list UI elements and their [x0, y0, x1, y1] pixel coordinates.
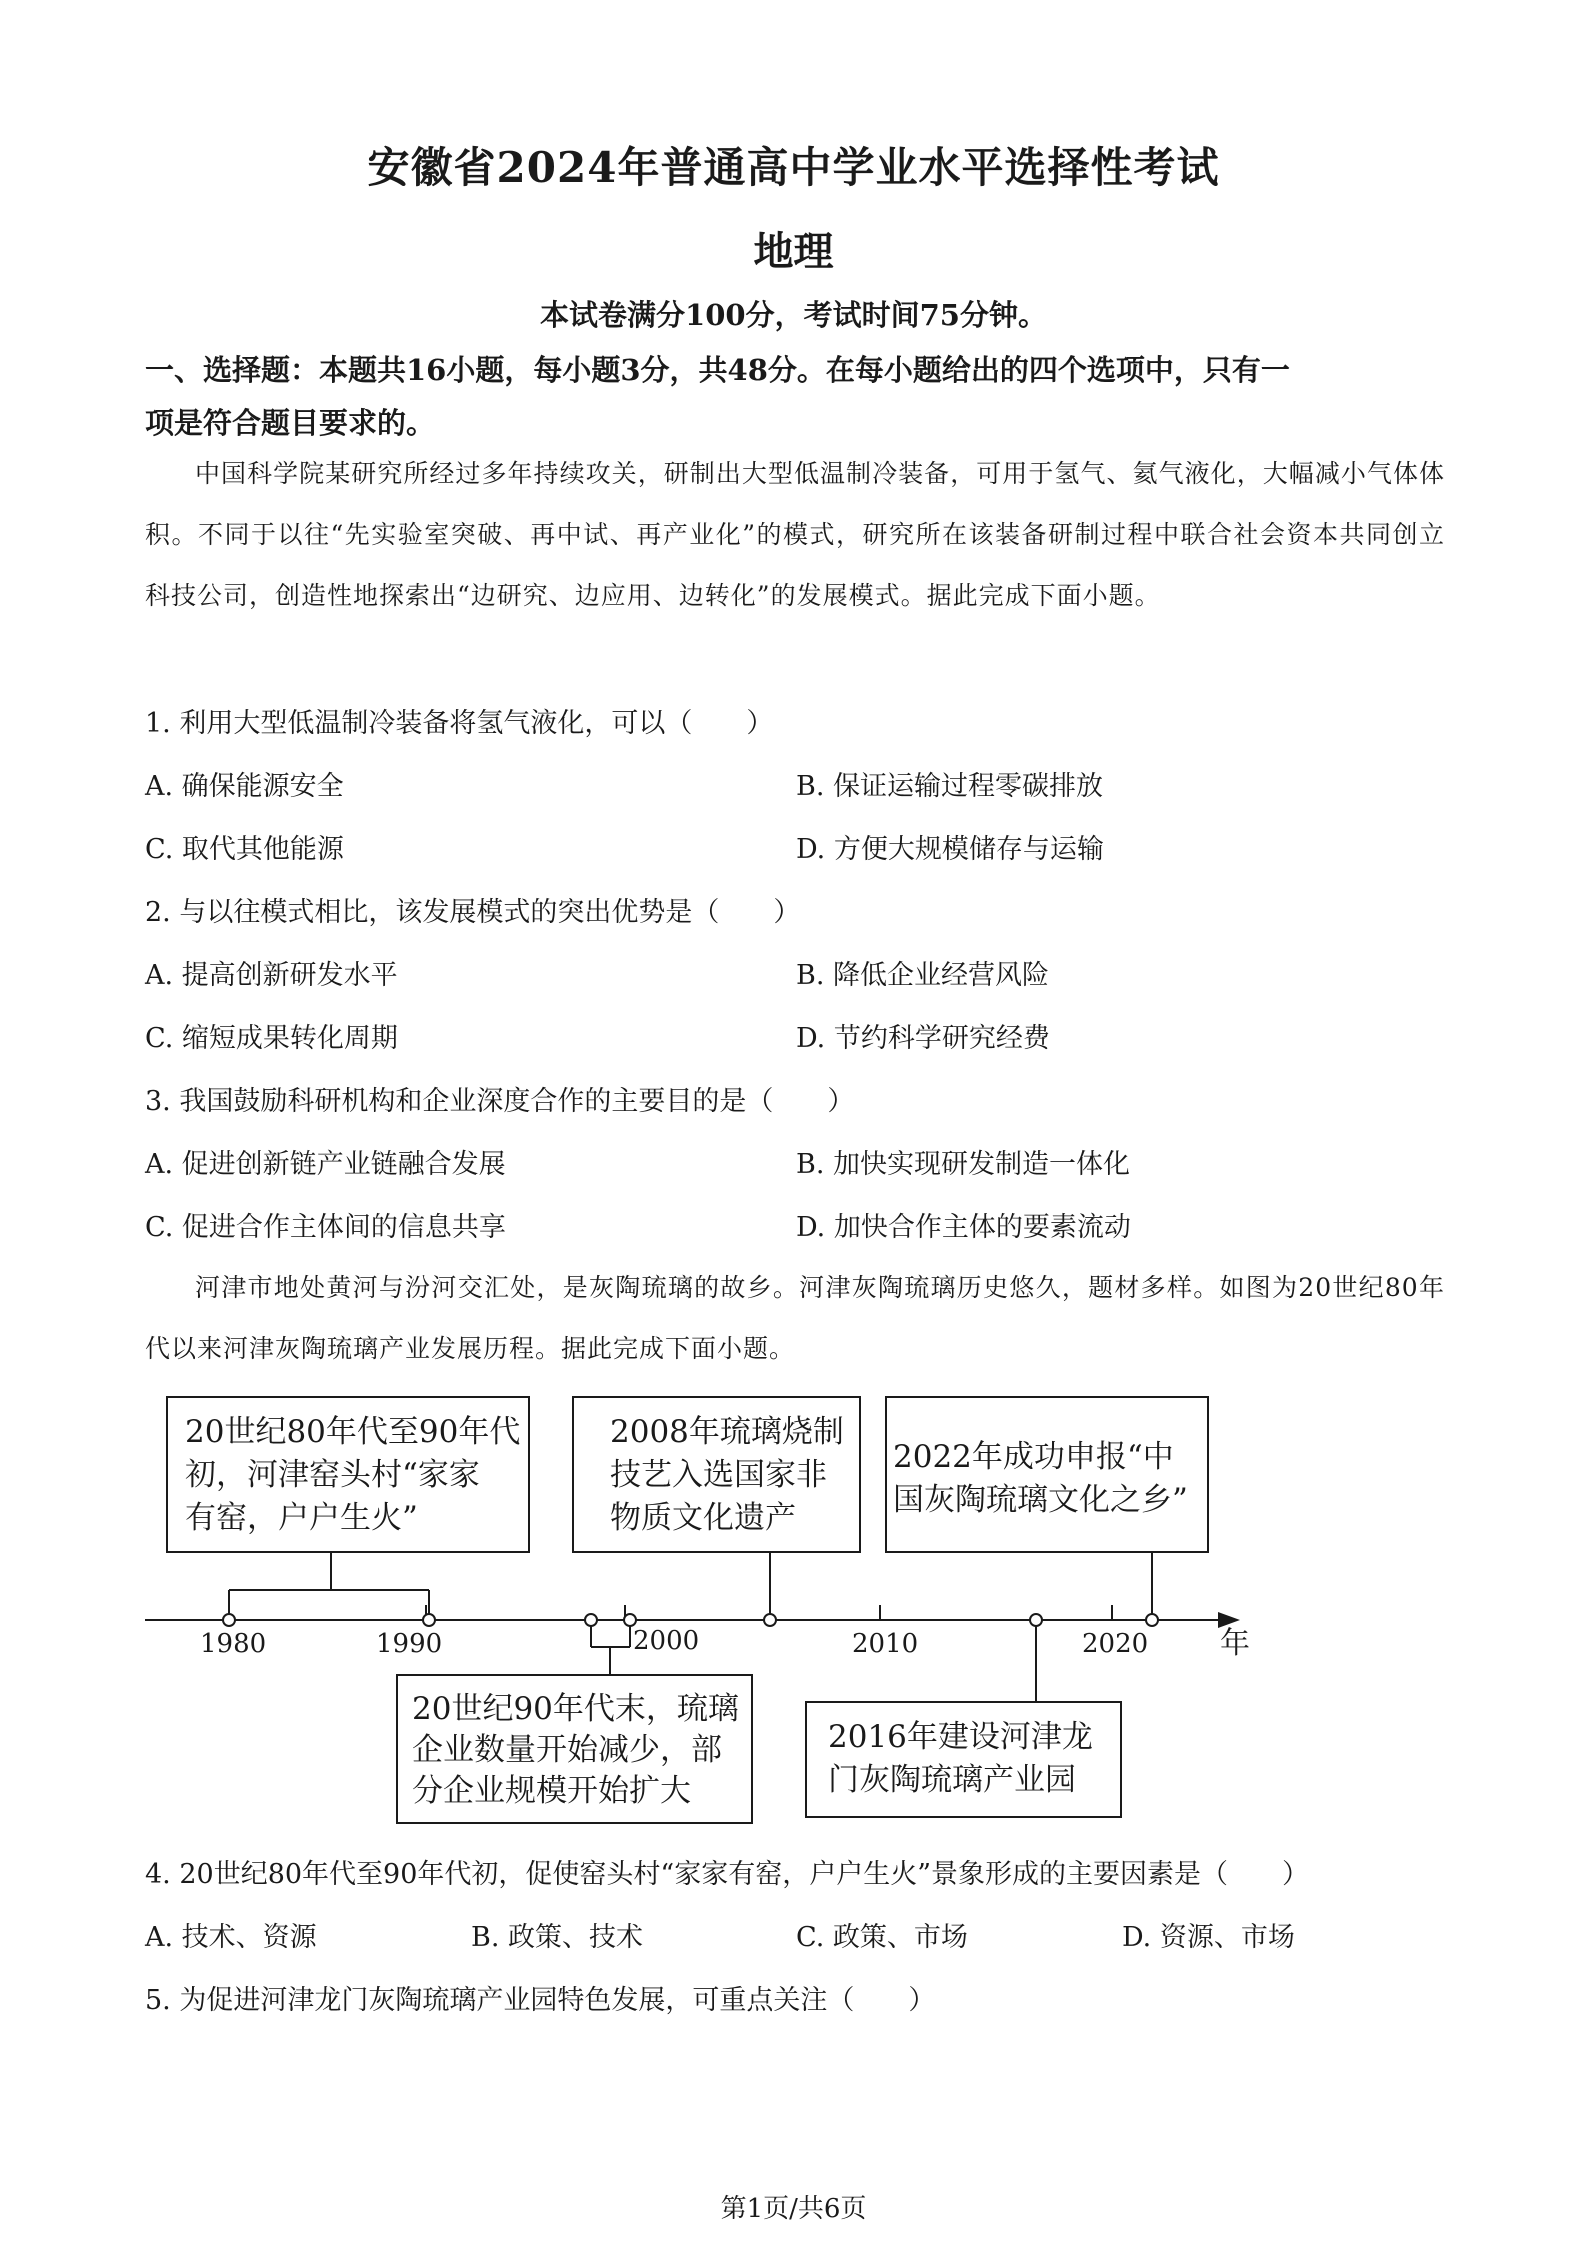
question-1-option-a[interactable]: A. 确保能源安全 — [145, 771, 344, 802]
question-2-stem: 2. 与以往模式相比，该发展模式的突出优势是（ ） — [145, 897, 801, 928]
event-2008-line1: 2008年琉璃烧制 — [610, 1414, 844, 1450]
question-2-option-a[interactable]: A. 提高创新研发水平 — [145, 960, 398, 991]
marker-1999 — [624, 1614, 636, 1626]
event-1980s-line1: 20世纪80年代至90年代 — [185, 1414, 521, 1450]
marker-1997 — [585, 1614, 597, 1626]
material-passage-1: 中国科学院某研究所经过多年持续攻关，研制出大型低温制冷装备，可用于氢气、氦气液化，大幅减小气体体积。不同于以往“先实验室突破、再中试、再产业化”的模式，研究所在该装备研制过程中联合社会资本共同创立科技公司，创造性地探索出“边研究、边应用、边转化”的发展模式。据此完成下面小题。 — [145, 459, 1445, 610]
tick-label-2020: 2020 — [1082, 1629, 1149, 1659]
question-1-option-d[interactable]: D. 方便大规模储存与运输 — [796, 834, 1104, 865]
page-footer: 第1页/共6页 — [720, 2194, 867, 2224]
question-1-stem: 1. 利用大型低温制冷装备将氢气液化，可以（ ） — [145, 708, 774, 739]
question-4-stem: 4. 20世纪80年代至90年代初，促使窑头村“家家有窑，户户生火”景象形成的主要因素是（ ） — [145, 1859, 1310, 1890]
question-4-option-c[interactable]: C. 政策、市场 — [796, 1922, 968, 1953]
event-late-1990s-line2: 企业数量开始减少，部 — [412, 1732, 722, 1768]
question-2-option-b[interactable]: B. 降低企业经营风险 — [796, 960, 1050, 991]
tick-label-1980: 1980 — [200, 1629, 267, 1659]
event-2016-line1: 2016年建设河津龙 — [828, 1719, 1093, 1755]
question-3-option-b[interactable]: B. 加快实现研发制造一体化 — [796, 1149, 1131, 1180]
section-heading-line1: 一、选择题：本题共16小题，每小题3分，共48分。在每小题给出的四个选项中，只有一 — [145, 353, 1290, 387]
event-late-1990s-line3: 分企业规模开始扩大 — [412, 1773, 691, 1809]
tick-label-2000: 2000 — [633, 1626, 700, 1656]
event-2022-line1: 2022年成功申报“中 — [893, 1439, 1174, 1475]
event-2016-line2: 门灰陶琉璃产业园 — [828, 1762, 1076, 1798]
question-5-stem: 5. 为促进河津龙门灰陶琉璃产业园特色发展，可重点关注（ ） — [145, 1985, 936, 2016]
question-1-option-b[interactable]: B. 保证运输过程零碳排放 — [796, 771, 1104, 802]
score-note: 本试卷满分100分，考试时间75分钟。 — [540, 298, 1047, 332]
question-3-option-c[interactable]: C. 促进合作主体间的信息共享 — [145, 1212, 506, 1243]
event-2022-line2: 国灰陶琉璃文化之乡” — [893, 1482, 1188, 1518]
material-passage-2: 河津市地处黄河与汾河交汇处，是灰陶琉璃的故乡。河津灰陶琉璃历史悠久，题材多样。如图为20世纪80年代以来河津灰陶琉璃产业发展历程。据此完成下面小题。 — [145, 1273, 1445, 1363]
event-2008-line2: 技艺入选国家非 — [610, 1457, 827, 1493]
event-late-1990s-line1: 20世纪90年代末，琉璃 — [412, 1691, 739, 1727]
question-4-option-d[interactable]: D. 资源、市场 — [1122, 1922, 1295, 1953]
event-1980s-line3: 有窑，户户生火” — [185, 1500, 418, 1536]
exam-title: 安徽省2024年普通高中学业水平选择性考试 — [367, 143, 1220, 192]
question-2-option-c[interactable]: C. 缩短成果转化周期 — [145, 1023, 398, 1054]
question-3-stem: 3. 我国鼓励科研机构和企业深度合作的主要目的是（ ） — [145, 1086, 855, 1117]
marker-2016 — [1030, 1614, 1042, 1626]
question-1-option-c[interactable]: C. 取代其他能源 — [145, 834, 344, 865]
question-3-option-a[interactable]: A. 促进创新链产业链融合发展 — [145, 1149, 506, 1180]
question-4-option-a[interactable]: A. 技术、资源 — [145, 1922, 317, 1953]
marker-1992 — [423, 1614, 435, 1626]
marker-1980 — [223, 1614, 235, 1626]
question-2-option-d[interactable]: D. 节约科学研究经费 — [796, 1023, 1050, 1054]
tick-label-2010: 2010 — [852, 1629, 919, 1659]
question-4-option-b[interactable]: B. 政策、技术 — [471, 1922, 644, 1953]
industry-timeline-figure — [0, 1385, 1587, 1835]
tick-label-1990: 1990 — [376, 1629, 443, 1659]
timeline-axis-unit: 年 — [1220, 1626, 1250, 1661]
question-3-option-d[interactable]: D. 加快合作主体的要素流动 — [796, 1212, 1131, 1243]
section-heading-line2: 项是符合题目要求的。 — [145, 406, 436, 440]
event-2008-line3: 物质文化遗产 — [610, 1500, 796, 1536]
event-1980s-line2: 初，河津窑头村“家家 — [185, 1457, 480, 1493]
marker-2008 — [764, 1614, 776, 1626]
subject-title: 地理 — [753, 228, 834, 275]
marker-2022 — [1146, 1614, 1158, 1626]
